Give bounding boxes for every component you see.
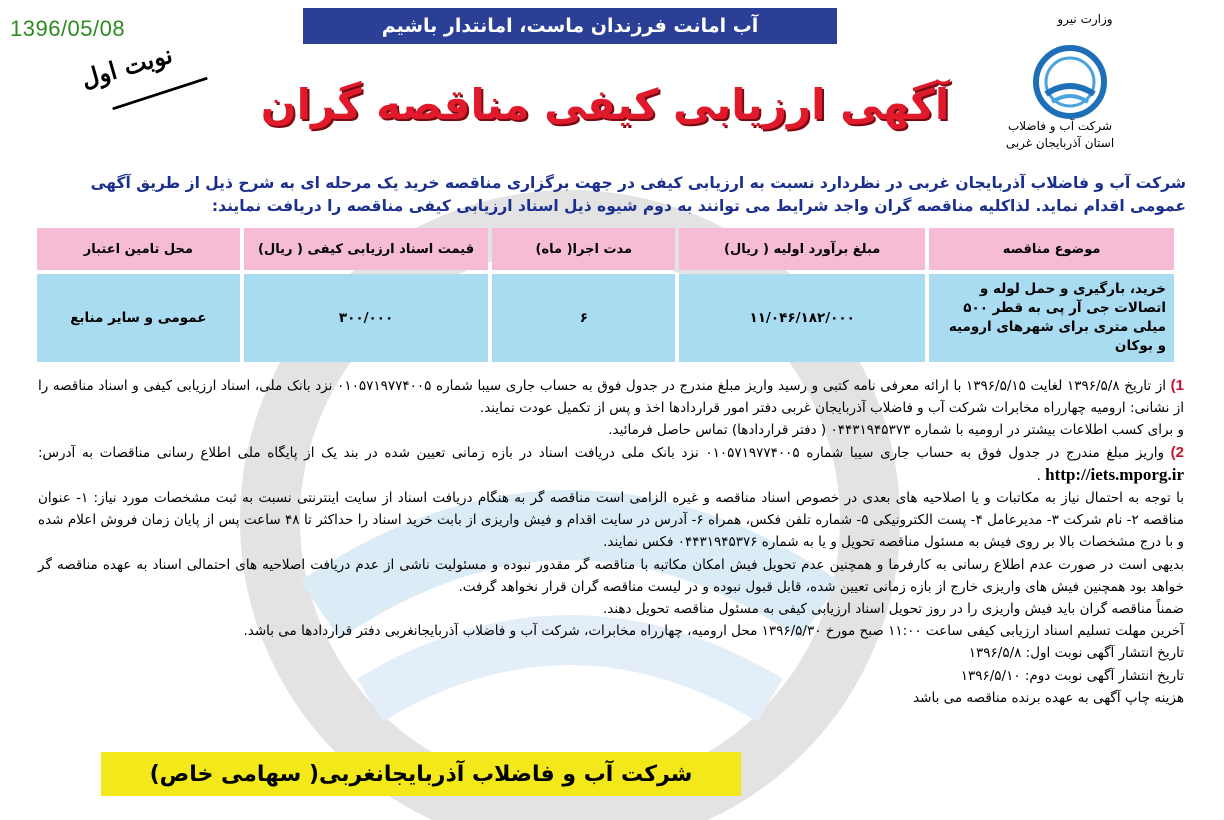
paragraph-deadline: آخرین مهلت تسلیم اسناد ارزیابی کیفی ساعت ۱۱:۰۰ صبح مورخ ۱۳۹۶/۵/۳۰ محل ارومیه، چهارراه مخابرات، شرکت آب و فاضلاب آذربایجانغربی دفتر قراردادها می باشد. (243, 623, 1184, 640)
portal-link[interactable]: http://iets.mporg.ir (1045, 464, 1184, 484)
slogan-banner: آب امانت فرزندان ماست، امانتدار باشیم (303, 8, 837, 44)
table-header-row (37, 228, 1174, 270)
paragraph-liability: بدیهی است در صورت عدم اطلاع رسانی به کارفرما و همچنین عدم تحویل فیش امکان مکاتبه با مناقصه گر مقدور نبوده و مسئولیت ناشی از عدم دریافت اصلاحیه های احتمالی اسناد به عهده مناقصه گر خواهد بود همچنین فیش های واریزی خارج از بازه زمانی تعیین شده، قابل قبول نبوده و در لیست مناقصه گران قرار نخواهد گرفت. (38, 556, 1184, 595)
paragraph-receipt: ضمناً مناقصه گران باید فیش واریزی را در روز تحویل اسناد ارزیابی کیفی به مسئول مناقصه تحویل دهند. (602, 601, 1184, 618)
header-doc-price: قیمت اسناد ارزیابی کیفی ( ریال) (244, 228, 489, 270)
cell-duration: ۶ (492, 274, 675, 362)
clause-1-text: از تاریخ ۱۳۹۶/۵/۸ لغایت ۱۳۹۶/۵/۱۵ با ارائه معرفی نامه کتبی و رسید واریز مبلغ مندرج در جدول فوق به حساب جاری سیبا شماره ۰۱۰۵۷۱۹۷۷۴۰۰۵ نزد بانک ملی، اسناد ارزیابی کیفی و اسناد مناقصه را از نشانی: ارومیه چهارراه مخابرات شرکت آب و فاضلاب آذربایجان غربی دفتر امور قراردادها اخذ و پس از تکمیل عودت نمایند. (38, 378, 1184, 417)
intro-paragraph: شرکت آب و فاضلاب آذربایجان غربی در نظردارد نسبت به ارزیابی کیفی در جهت برگزاری مناقصه خرید یک مرحله ای به شرح ذیل از طریق آگهی عمومی اقدام نماید. لذاکلیه مناقصه گران واجد شرایط می توانند به دوم شیوه ذیل اسناد ارزیابی کیفی مناقصه را دریافت نمایند: (90, 174, 1186, 215)
ministry-label: وزارت نیرو (1057, 12, 1113, 26)
header-subject: موضوع مناقصه (929, 228, 1174, 270)
company-name-top (990, 118, 1130, 152)
first-publication-date: تاریخ انتشار آگهی نوبت اول: ۱۳۹۶/۵/۸ (968, 645, 1184, 662)
clause-2-number: 2) (1170, 443, 1184, 461)
page-title: آگهی ارزیابی کیفی مناقصه گران (260, 80, 950, 129)
cell-doc-price: ۳۰۰/۰۰۰ (244, 274, 489, 362)
date-stamp: 1396/05/08 (10, 16, 126, 41)
header-funding: محل تامین اعتبار (37, 228, 240, 270)
cell-funding: عمومی و سایر منابع (37, 274, 240, 362)
company-line-1: شرکت آب و فاضلاب (1007, 119, 1113, 133)
company-line-2: استان آذربایجان غربی (1005, 136, 1115, 150)
second-publication-date: تاریخ انتشار آگهی نوبت دوم: ۱۳۹۶/۵/۱۰ (960, 667, 1184, 684)
paragraph-registration: با توجه به احتمال نیاز به مکاتبات و یا اصلاحیه های بعدی در خصوص اسناد مناقصه و غیره الزامی است مناقصه گر به هنگام دریافت اسناد از سایت اینترنتی نسبت به ثبت مشخصات مورد نیاز: ۱- عنوان مناقصه ۲- نام شرکت ۳- مدیرعامل ۴- پست الکترونیکی ۵- شماره تلفن فکس، همراه ۶- آدرس در سایت اقدام و فیش واریزی از بابت خرید اسناد را حداکثر تا ۴۸ ساعت پس از پایان زمان فروش اعلام شده و با درج مشخصات بالا بر روی فیش به مسئول مناقصه تحویل و یا به شماره ۰۴۴۳۱۹۴۵۳۷۶ فکس نمایند. (38, 490, 1184, 551)
printing-cost-note: هزینه چاپ آگهی به عهده برنده مناقصه می باشد (913, 689, 1184, 706)
cell-estimate: ۱۱/۰۴۶/۱۸۲/۰۰۰ (679, 274, 925, 362)
clause-1-contact: و برای کسب اطلاعات بیشتر در ارومیه با شماره ۰۴۴۳۱۹۴۵۳۷۳ ( دفتر قراردادها) تماس حاصل فرمائید. (608, 422, 1184, 439)
tender-table (33, 224, 1178, 366)
round-label: نوبت اول (77, 39, 176, 94)
water-company-logo-icon (1030, 42, 1110, 122)
clause-1 (38, 375, 1184, 419)
clause-2: 2) واریز مبلغ مندرج در جدول فوق به حساب جاری سیبا شماره ۰۱۰۵۷۱۹۷۷۴۰۰۵ نزد بانک ملی دریافت اسناد در بازه زمانی تعیین شده در بند یک از پایگاه ملی اطلاع رسانی مناقصات به آدرس: http://iets.mporg.ir . (38, 443, 1184, 484)
header-estimate: مبلغ برآورد اولیه ( ریال) (679, 228, 925, 270)
clause-1-number: 1) (1170, 377, 1185, 394)
cell-subject: خرید، بارگیری و حمل لوله و اتصالات جی آر پی به قطر ۵۰۰ میلی متری برای شهرهای ارومیه و بوکان (929, 274, 1174, 362)
clause-2-text: واریز مبلغ مندرج در جدول فوق به حساب جاری سیبا شماره ۰۱۰۵۷۱۹۷۷۴۰۰۵ نزد بانک ملی دریافت اسناد در بازه زمانی تعیین شده در بند یک از پایگاه ملی اطلاع رسانی مناقصات به آدرس: (38, 444, 1164, 461)
footer-company-name: شرکت آب و فاضلاب آذربایجانغربی( سهامی خاص) (101, 752, 741, 796)
body-text (38, 375, 1184, 709)
table-row (37, 274, 1174, 362)
header-duration: مدت اجرا( ماه) (492, 228, 675, 270)
